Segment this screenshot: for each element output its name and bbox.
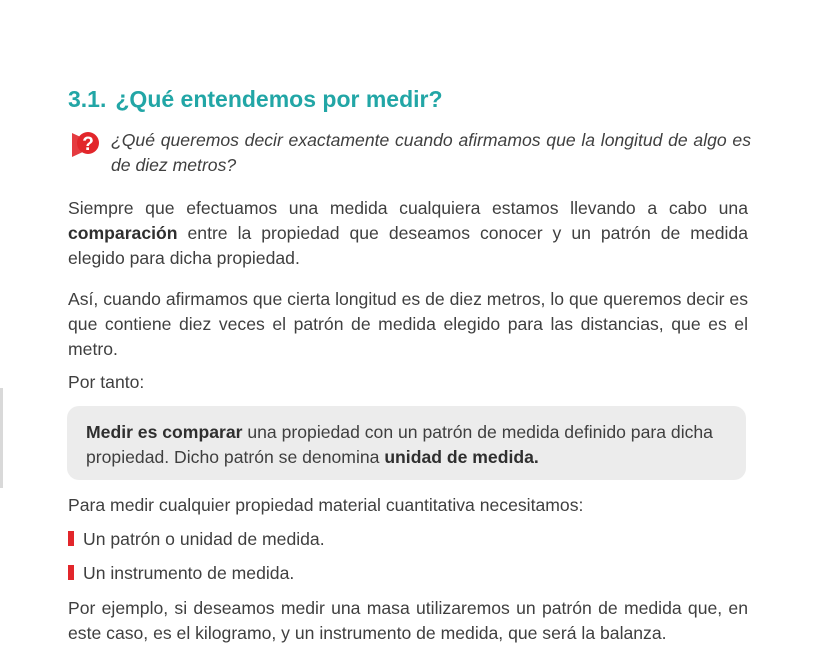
section-heading (68, 86, 443, 113)
guiding-question: ¿Qué queremos decir exactamente cuando afirmamos que la longitud de algo es de diez metros? (111, 130, 751, 175)
bold-term-medir: Medir es comparar (86, 422, 243, 442)
definition-box (67, 406, 746, 480)
paragraph-requirements: Para medir cualquier propiedad material cuantitativa necesitamos: (68, 495, 584, 515)
paragraph-text: entre la propiedad que deseamos conocer y un patrón de medida elegido para dicha propiedad. (68, 223, 748, 268)
bullet-marker (68, 531, 74, 546)
paragraph-mass-example: Por ejemplo, si deseamos medir una masa utilizaremos un patrón de medida que, en este caso, es el kilogramo, y un instrumento de medida, que será la balanza. (68, 598, 748, 643)
list-item-text: Un patrón o unidad de medida. (83, 529, 325, 549)
paragraph-example-length: Así, cuando afirmamos que cierta longitud es de diez metros, lo que queremos decir es que contiene diez veces el patrón de medida elegido para las distancias, que es el metro. (68, 289, 748, 359)
bold-term-unidad: unidad de medida. (384, 447, 539, 467)
list-item (68, 561, 294, 586)
list-item-text: Un instrumento de medida. (83, 563, 295, 583)
definition-text (86, 420, 731, 470)
list-item (68, 527, 325, 552)
paragraph-therefore: Por tanto: (68, 372, 145, 392)
bullet-marker (68, 565, 74, 580)
section-number: 3.1. (68, 86, 107, 112)
section-title: ¿Qué entendemos por medir? (115, 86, 443, 112)
definition-body: una propiedad con un patrón de medida definido para dicha propiedad. Dicho patrón se denomina (86, 422, 713, 467)
bold-term-comparacion: comparación (68, 223, 178, 243)
margin-rule (0, 388, 3, 488)
paragraph-text: Siempre que efectuamos una medida cualquiera estamos llevando a cabo una (68, 198, 748, 218)
paragraph-comparison (68, 196, 748, 271)
svg-text:?: ? (82, 134, 94, 155)
question-mark-icon (68, 128, 104, 160)
